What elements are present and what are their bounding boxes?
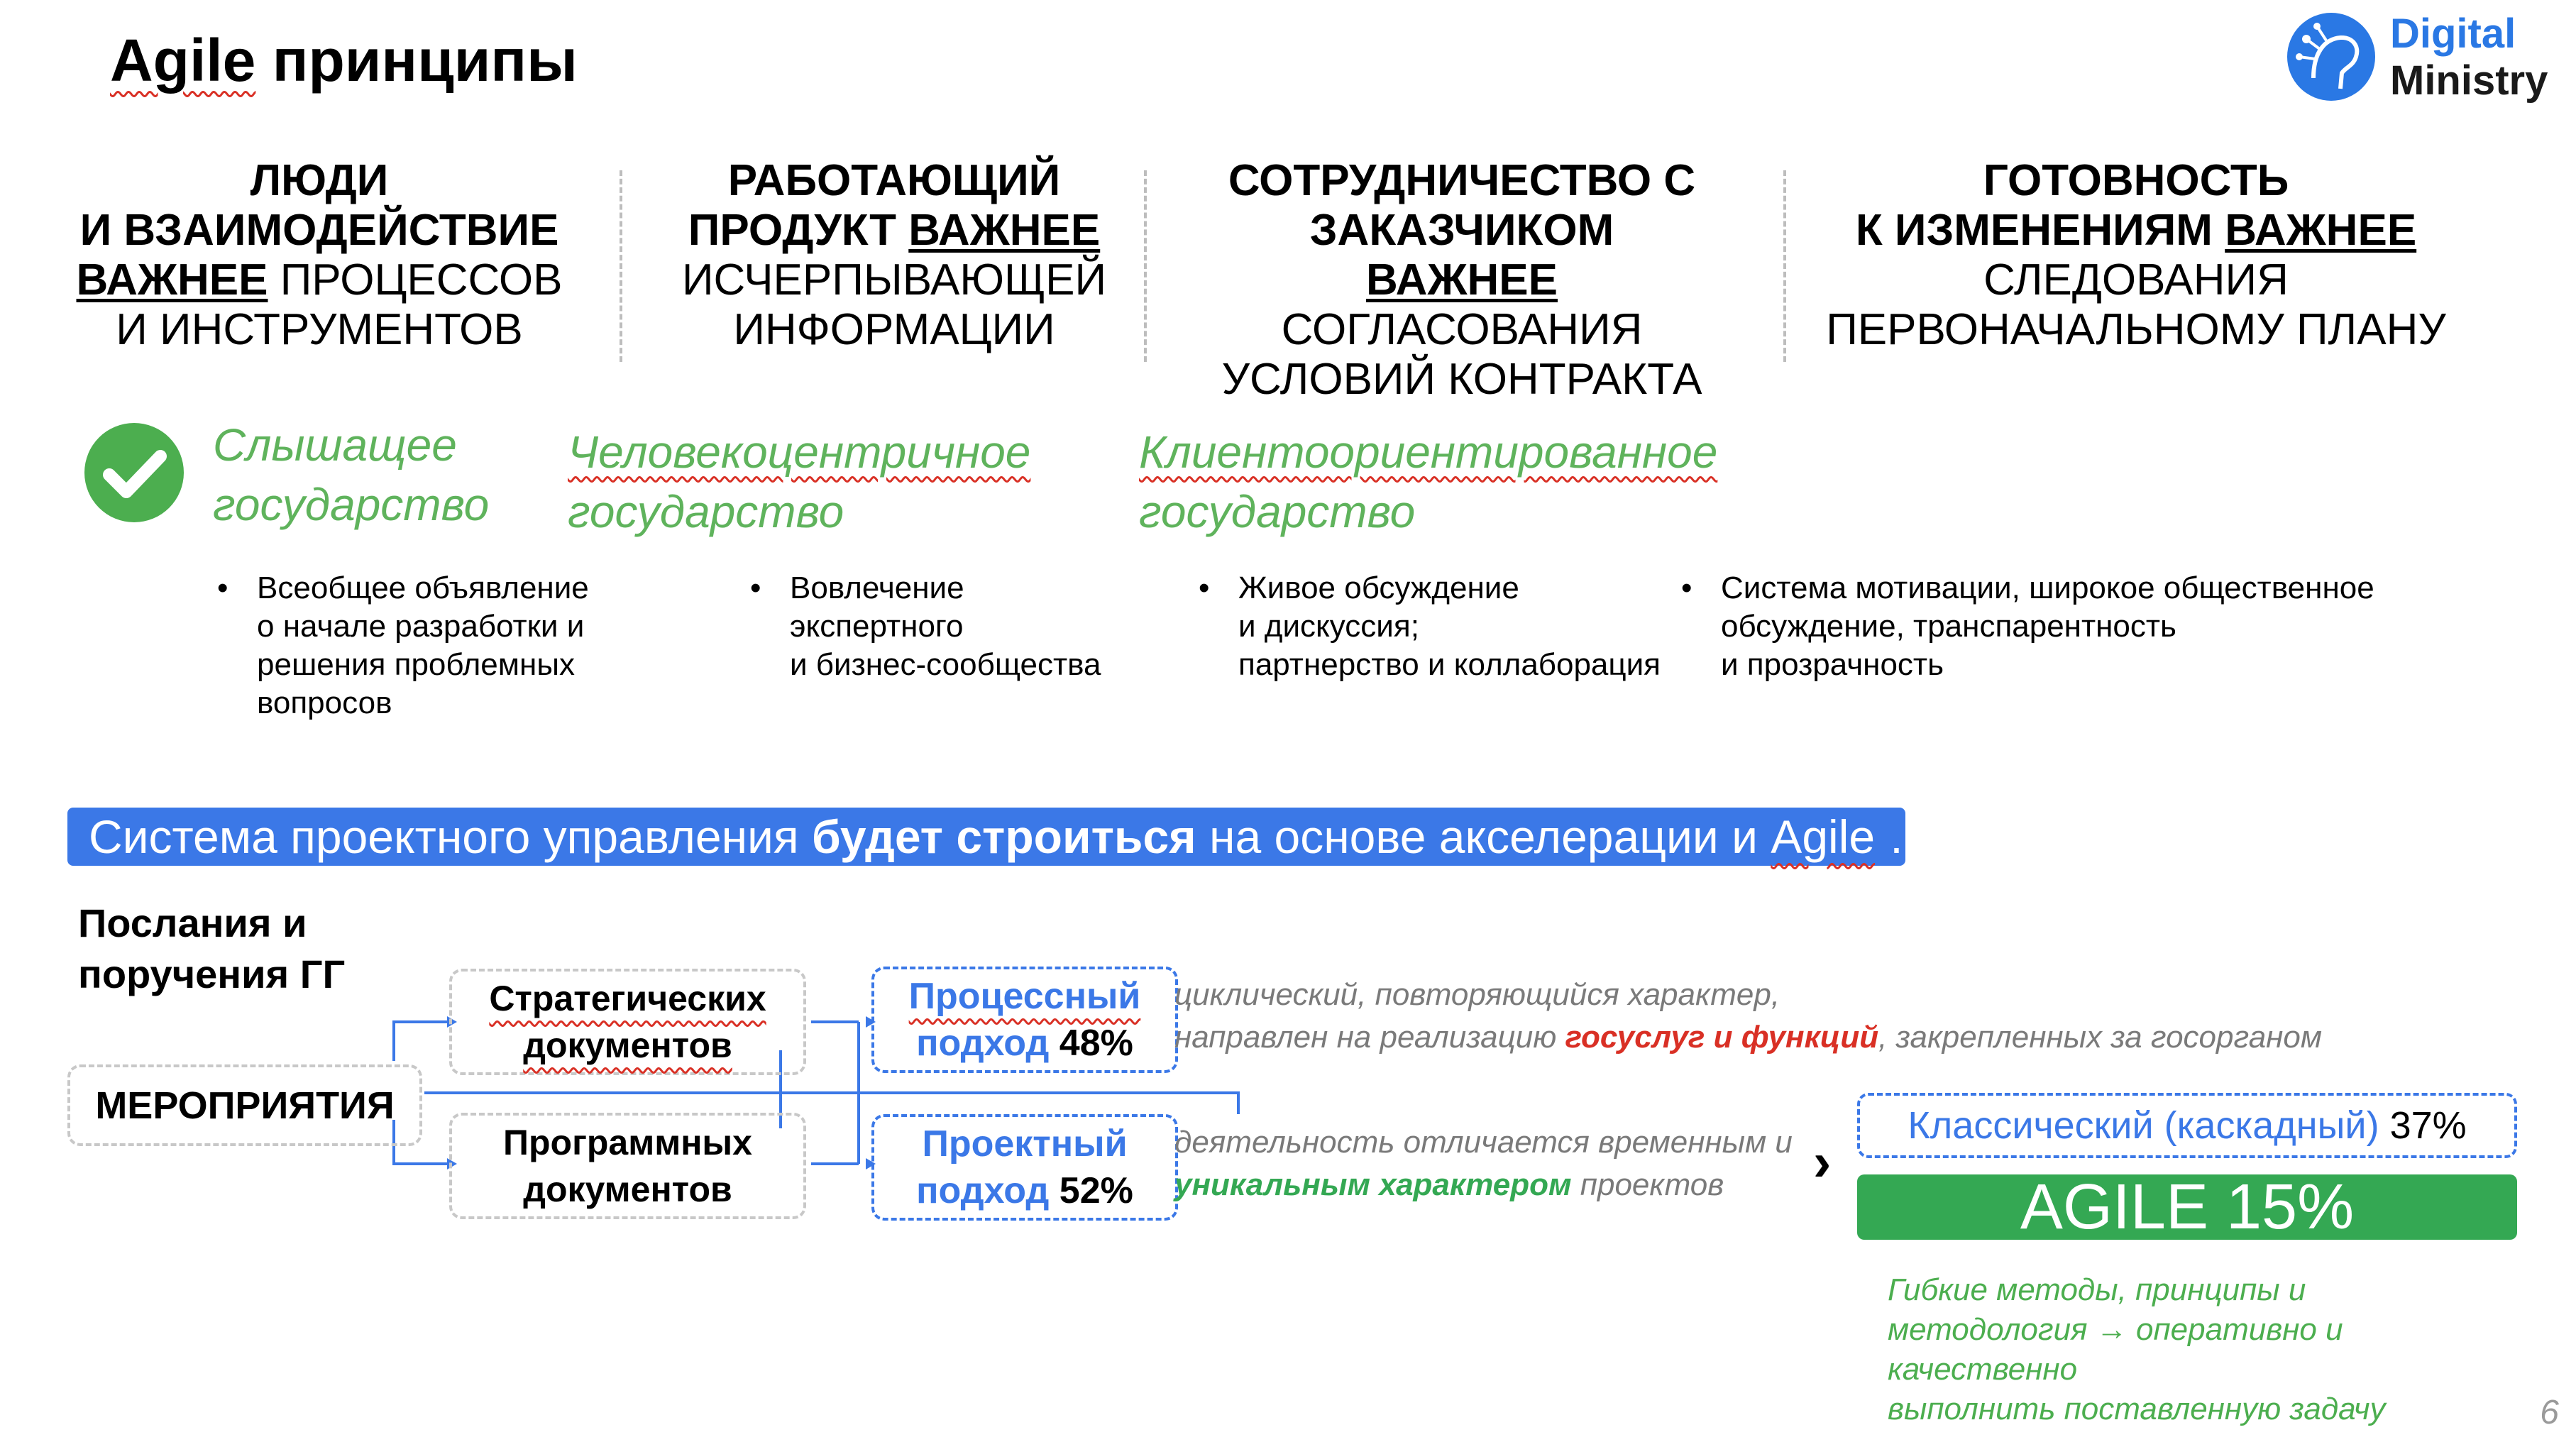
bullet-item: • Вовлечение экспертного и бизнес-сообщества: [750, 571, 1101, 682]
program-docs-box: Программных документов: [449, 1113, 806, 1219]
events-box: МЕРОПРИЯТИЯ: [67, 1064, 422, 1146]
project-description: деятельность отличается временным и уникальным характером проектов: [1174, 1125, 1793, 1202]
bullet-item: • Система мотивации, широкое общественное обсуждение, транспарентность и прозрачность: [1681, 571, 2374, 682]
page-number: 6: [2540, 1394, 2559, 1431]
principle-people: ЛЮДИ И ВЗАИМОДЕЙСТВИЕ ВАЖНЕЕ ПРОЦЕССОВ И ИНСТРУМЕНТОВ: [76, 156, 563, 354]
process-approach-box: Процессный подход 48%: [871, 967, 1178, 1073]
strategy-banner: Система проектного управления будет строиться на основе акселерации и Agile …: [67, 808, 1905, 866]
messages-label: Послания и поручения ГГ: [78, 901, 346, 996]
principle-change: ГОТОВНОСТЬ К ИЗМЕНЕНИЯМ ВАЖНЕЕ СЛЕДОВАНИЯ ПЕРВОНАЧАЛЬНОМУ ПЛАНУ: [1826, 156, 2446, 354]
gov-human-centric: Человекоцентричное государство: [568, 426, 1031, 537]
bullet-item: • Всеобщее объявление о начале разработки и решения проблемных вопросов: [217, 571, 589, 720]
bullet-item: • Живое обсуждение и дискуссия; партнерство и коллаборация: [1199, 571, 1661, 682]
classic-method-box: Классический (каскадный) 37%: [1857, 1093, 2517, 1158]
logo-text: Digital Ministry: [2390, 11, 2548, 104]
flexible-methods-note: Гибкие методы, принципы и методология → оперативно и качественно выполнить поставленную задачу: [1888, 1272, 2386, 1426]
chevron-right-icon: ›: [1813, 1132, 1832, 1192]
project-approach-box: Проектный подход 52%: [871, 1114, 1178, 1221]
process-description: циклический, повторяющийся характер, направлен на реализацию госуслуг и функций, закрепленных за госорганом: [1174, 977, 2323, 1055]
gov-client-oriented: Клиентоориентированное государство: [1139, 426, 1718, 537]
principle-customer: СОТРУДНИЧЕСТВО С ЗАКАЗЧИКОМ ВАЖНЕЕ СОГЛАСОВАНИЯ УСЛОВИЙ КОНТРАКТА: [1221, 156, 1702, 404]
principle-product: РАБОТАЮЩИЙ ПРОДУКТ ВАЖНЕЕ ИСЧЕРПЫВАЮЩЕЙ ИНФОРМАЦИИ: [681, 156, 1107, 354]
agile-box: AGILE 15%: [1857, 1174, 2517, 1240]
page-title: Agile принципы: [110, 27, 578, 94]
gov-listening: Слышащее государство: [213, 419, 490, 530]
strategic-docs-box: Стратегических документов: [449, 969, 806, 1075]
